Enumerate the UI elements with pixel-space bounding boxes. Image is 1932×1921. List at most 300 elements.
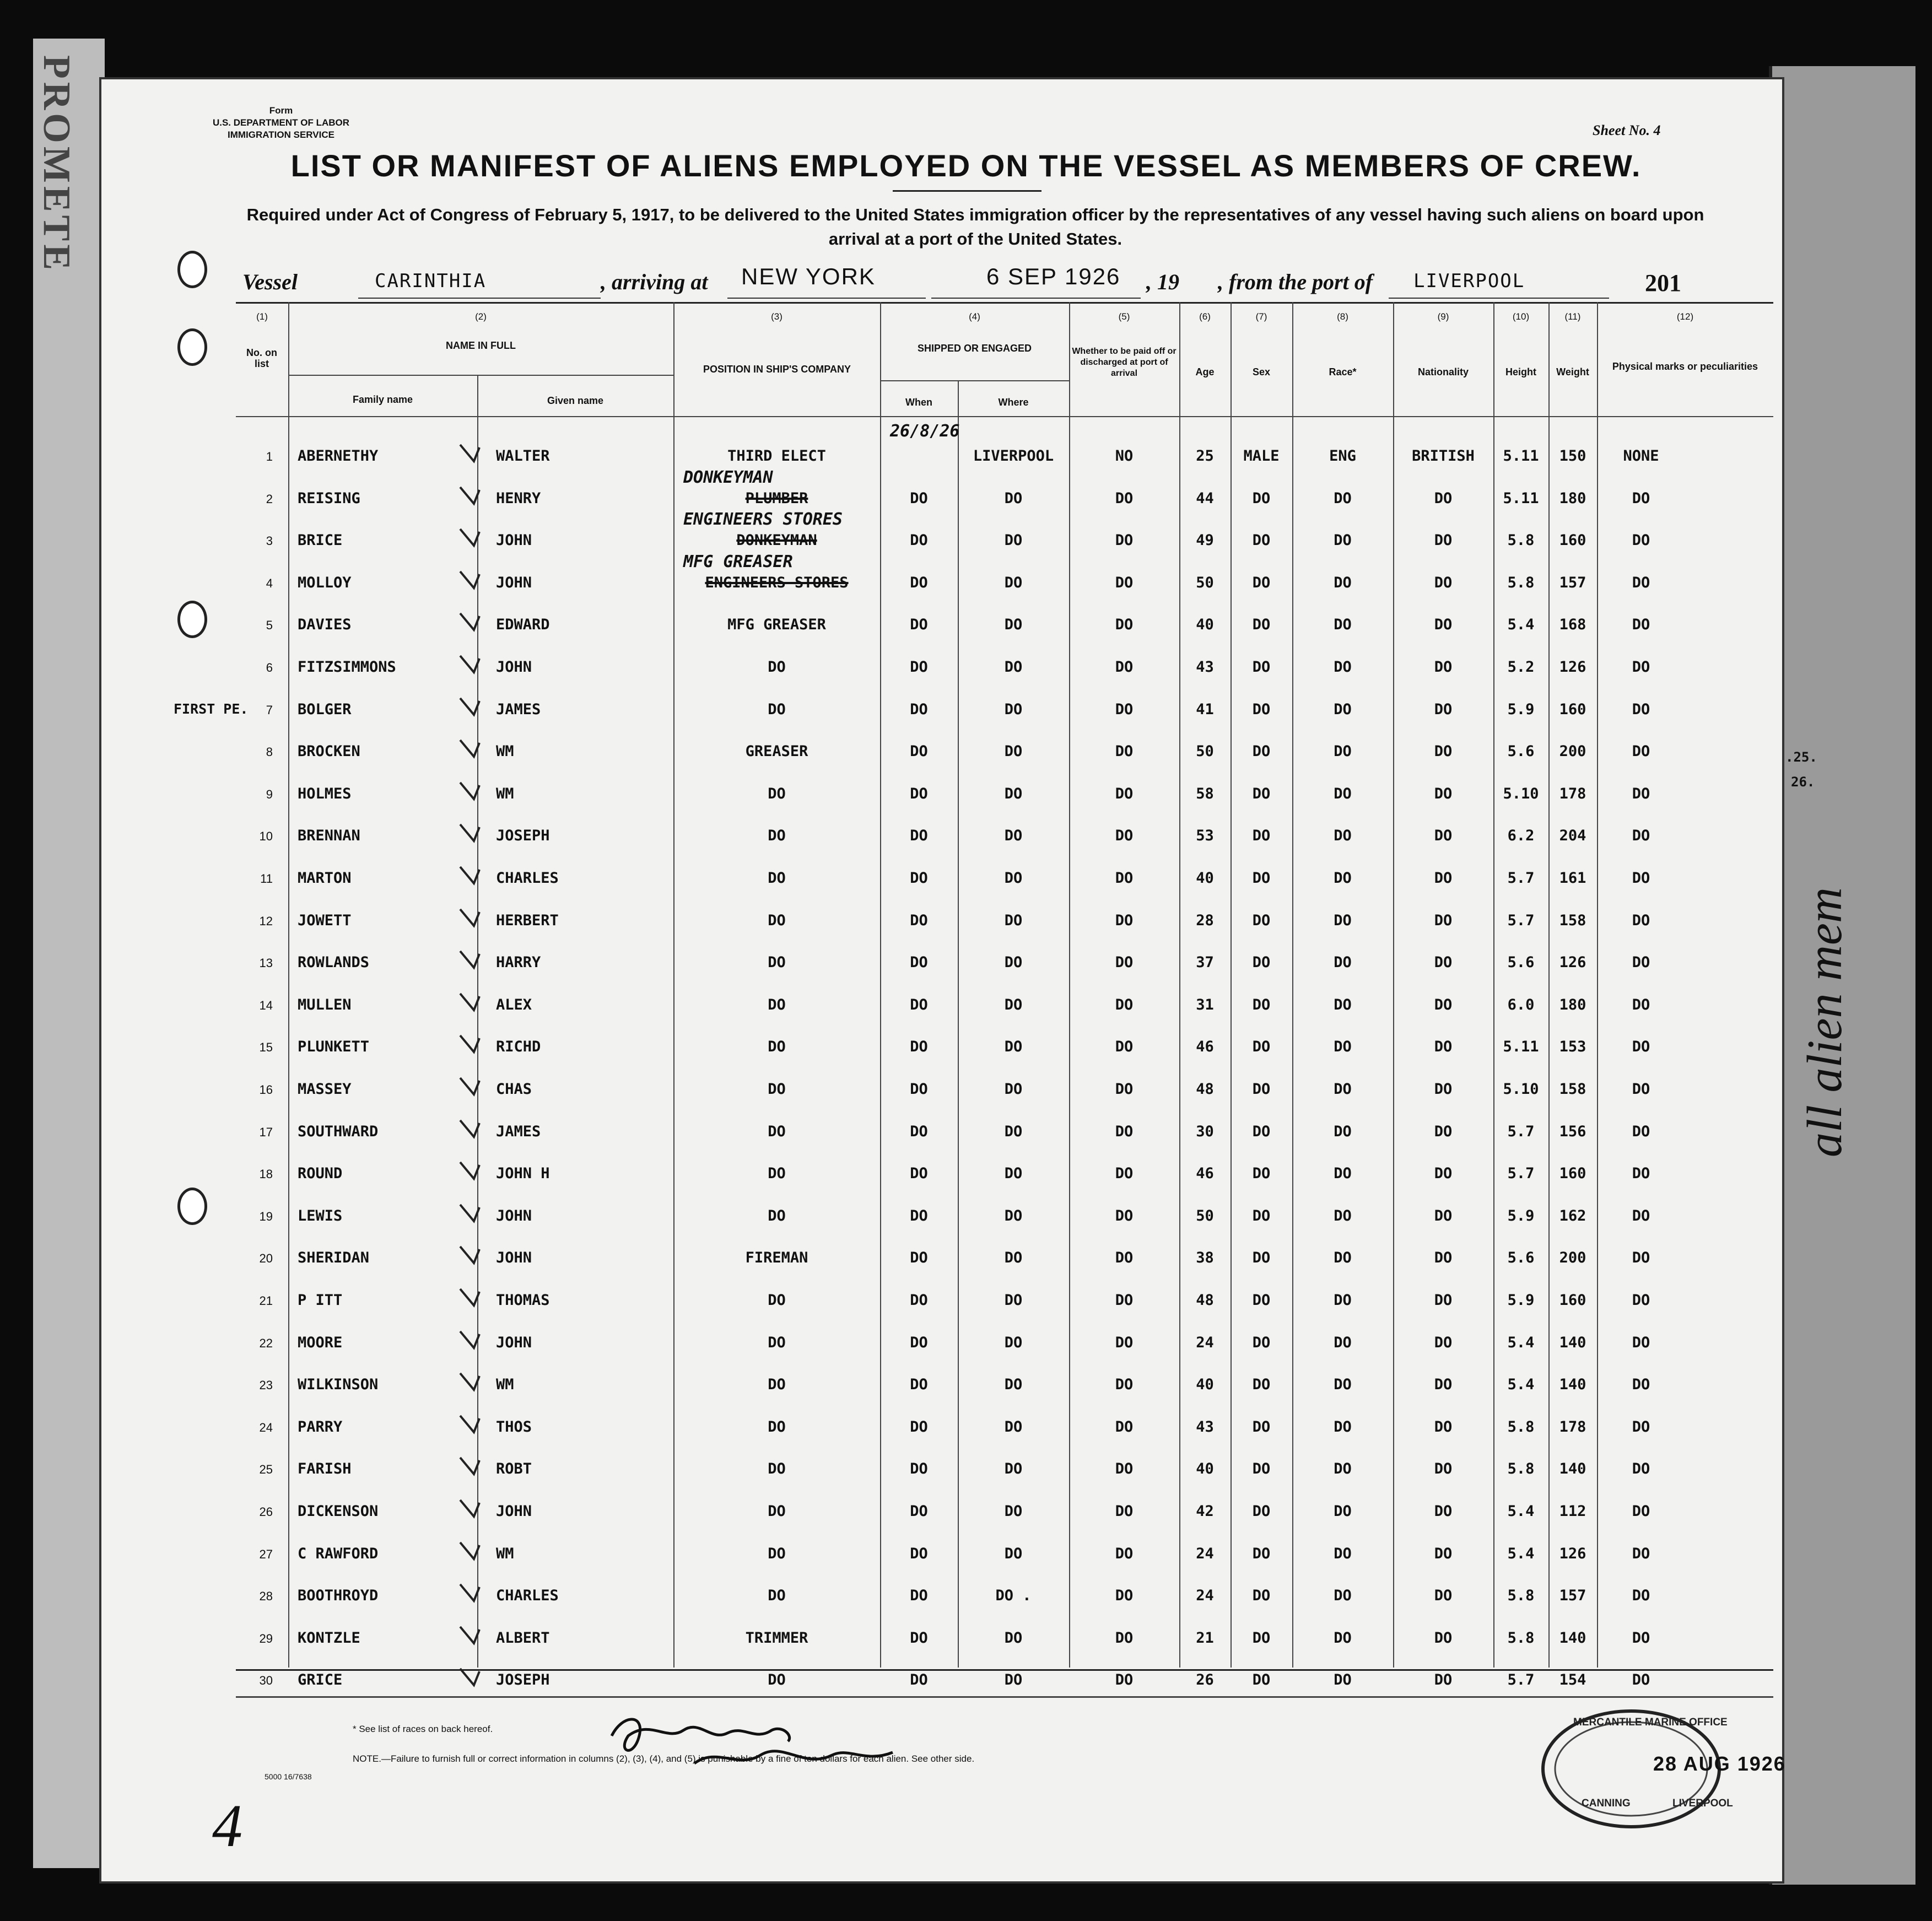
cell-physical-marks: DO [1632,532,1650,549]
cell-given-name: EDWARD [496,616,550,633]
page-subtitle: Required under Act of Congress of February 5, 1917, to be delivered to the United States immigration officer by the representatives of any vessel having such aliens on board upon arrival at a port of the United States. [246,205,1704,249]
cell-height: 5.11 [1503,1038,1539,1055]
cell-given-name: THOMAS [496,1292,550,1309]
cell-position: DO [768,1503,786,1520]
row-number: 5 [266,618,273,632]
header-nationality: Nationality [1417,366,1469,377]
stub-text: PROMETE [35,55,78,273]
cell-age: 24 [1196,1545,1214,1562]
punch-hole [177,601,207,638]
cell-age: 44 [1196,490,1214,507]
cell-paid-off: DO [1115,1460,1134,1477]
cell-height: 5.7 [1507,870,1535,887]
header-name-in-full: NAME IN FULL [446,340,516,351]
cell-sex: DO [1252,827,1271,844]
cell-height: 5.4 [1507,1376,1535,1393]
cell-shipped-when: DO [910,1207,928,1224]
cell-age: 38 [1196,1249,1214,1266]
cell-physical-marks: DO [1632,1292,1650,1309]
check-mark-icon [457,1329,490,1351]
row-number: 2 [266,492,273,506]
row-number: 4 [266,576,273,590]
cell-weight: 158 [1559,912,1586,929]
cell-position: DO [768,954,786,971]
cell-shipped-when: DO [910,1671,928,1688]
cell-paid-off: DO [1115,1038,1134,1055]
cell-paid-off: DO [1115,1671,1134,1688]
cell-shipped-where: DO [1004,996,1023,1013]
header-race: Race* [1329,366,1357,377]
cell-family-name: DAVIES [298,616,352,633]
cell-age: 58 [1196,785,1214,802]
cell-weight: 160 [1559,1292,1586,1309]
cell-weight: 154 [1559,1671,1586,1688]
cell-family-name: WILKINSON [298,1376,379,1393]
cell-height: 5.4 [1507,1545,1535,1562]
cell-sex: DO [1252,1165,1271,1182]
side-mark: 26. [1791,774,1815,790]
cell-race: DO [1334,532,1352,549]
check-mark-icon [457,442,490,464]
cell-physical-marks: DO [1632,1545,1650,1562]
cell-position: DO [768,1123,786,1140]
cell-height: 5.6 [1507,954,1535,971]
cell-nationality: DO [1434,743,1453,760]
cell-nationality: DO [1434,1081,1453,1098]
cell-age: 40 [1196,616,1214,633]
cell-shipped-where: DO [1004,785,1023,802]
cell-paid-off: DO [1115,659,1134,676]
cell-race: DO [1334,870,1352,887]
cell-sex: DO [1252,616,1271,633]
cell-age: 46 [1196,1038,1214,1055]
vessel-name: CARINTHIA [375,270,487,292]
cell-height: 5.2 [1507,659,1535,676]
cell-race: DO [1334,574,1352,591]
cell-physical-marks: DO [1632,912,1650,929]
cell-nationality: DO [1434,659,1453,676]
cell-paid-off: DO [1115,954,1134,971]
cell-weight: 160 [1559,701,1586,718]
cell-physical-marks: DO [1632,1503,1650,1520]
header-physical-marks: Physical marks or peculiarities [1612,361,1758,372]
check-mark-icon [457,1033,490,1055]
cell-nationality: DO [1434,996,1453,1013]
cell-family-name: MOLLOY [298,574,352,591]
row-number: 28 [259,1589,273,1603]
sheet-number-value: 4 [1653,122,1661,138]
cell-race: DO [1334,1545,1352,1562]
service-label: IMMIGRATION SERVICE [228,129,334,140]
race-footnote: * See list of races on back hereof. [353,1724,493,1734]
cell-shipped-where: DO [1004,1123,1023,1140]
cell-position: DO [768,1587,786,1604]
cell-nationality: DO [1434,912,1453,929]
cell-given-name: JOHN [496,1249,532,1266]
cell-height: 5.7 [1507,912,1535,929]
cell-nationality: BRITISH [1412,447,1475,465]
cell-physical-marks: DO [1632,574,1650,591]
form-number: 5000 16/7638 [265,1772,312,1781]
cell-shipped-where: DO [1004,532,1023,549]
agency-block [209,105,353,141]
cell-age: 42 [1196,1503,1214,1520]
cell-nationality: DO [1434,490,1453,507]
cell-position: FIREMAN [745,1249,808,1266]
row-number: 7 [266,703,273,717]
cell-family-name: ROWLANDS [298,954,370,971]
cell-paid-off: DO [1115,743,1134,760]
cell-physical-marks: DO [1632,1418,1650,1436]
check-mark-icon [457,1540,490,1562]
cell-weight: 180 [1559,490,1586,507]
header-sex: Sex [1252,366,1271,377]
cell-nationality: DO [1434,616,1453,633]
cell-position: DO [768,1038,786,1055]
cell-nationality: DO [1434,954,1453,971]
row-number: 29 [259,1632,273,1645]
cell-weight: 140 [1559,1376,1586,1393]
cell-physical-marks: DO [1632,616,1650,633]
cell-shipped-where: DO [1004,1418,1023,1436]
cell-height: 5.6 [1507,1249,1535,1266]
row-number: 13 [259,956,273,970]
cell-paid-off: DO [1115,996,1134,1013]
cell-paid-off: DO [1115,1249,1134,1266]
cell-shipped-where: LIVERPOOL [973,447,1054,465]
cell-family-name: LEWIS [298,1207,343,1224]
arriving-label: , arriving at [601,269,708,294]
cell-height: 6.2 [1507,827,1535,844]
cell-height: 5.8 [1507,532,1535,549]
check-mark-icon [457,1286,490,1308]
cell-family-name: BRENNAN [298,827,360,844]
cell-physical-marks: DO [1632,1376,1650,1393]
check-mark-icon [457,1497,490,1519]
cell-sex: DO [1252,1081,1271,1098]
cell-physical-marks: DO [1632,1207,1650,1224]
cell-nationality: DO [1434,785,1453,802]
cell-paid-off: DO [1115,1418,1134,1436]
cell-shipped-when: DO [910,1292,928,1309]
cell-given-name: RICHD [496,1038,541,1055]
cell-race: DO [1334,1334,1352,1351]
cell-position: DO [768,1671,786,1688]
cell-paid-off: DO [1115,785,1134,802]
header-paid-off: Whether to be paid off or discharged at port of arrival [1072,347,1177,378]
cell-nationality: DO [1434,532,1453,549]
row-number: 23 [259,1378,273,1392]
cell-shipped-where: DO [1004,1249,1023,1266]
header-position: POSITION IN SHIP'S COMPANY [703,364,851,375]
cell-race: DO [1334,1629,1352,1647]
cell-nationality: DO [1434,870,1453,887]
check-mark-icon [457,864,490,886]
row-number: 22 [259,1336,273,1350]
cell-given-name: WM [496,785,514,802]
cell-race: DO [1334,1376,1352,1393]
cell-height: 5.9 [1507,1207,1535,1224]
cell-family-name: PLUNKETT [298,1038,370,1055]
cell-race: DO [1334,659,1352,676]
row-number: 26 [259,1505,273,1519]
cell-weight: 157 [1559,574,1586,591]
cell-height: 5.8 [1507,574,1535,591]
cell-paid-off: DO [1115,1503,1134,1520]
cell-age: 53 [1196,827,1214,844]
cell-position: DO [768,1165,786,1182]
cell-family-name: PARRY [298,1418,343,1436]
position-correction: DONKEYMAN [683,468,773,487]
cell-race: DO [1334,1165,1352,1182]
cell-family-name: SOUTHWARD [298,1123,379,1140]
cell-race: DO [1334,1123,1352,1140]
cell-position: THIRD ELECT [727,447,826,465]
shipped-header-rule [880,380,1069,381]
penalty-note: NOTE.—Failure to furnish full or correct information in columns (2), (3), (4), and (5) is punishable by a fine of ten dollars for each alien. See other side. [353,1753,975,1764]
row-number: 9 [266,787,273,801]
cell-height: 5.6 [1507,743,1535,760]
cell-weight: 156 [1559,1123,1586,1140]
cell-race: DO [1334,954,1352,971]
cell-family-name: JOWETT [298,912,352,929]
check-mark-icon [457,484,490,506]
header-height: Height [1505,366,1536,377]
cell-position: DO [768,1418,786,1436]
cell-shipped-when: DO [910,616,928,633]
cell-nationality: DO [1434,1123,1453,1140]
header-shipped: SHIPPED OR ENGAGED [917,343,1032,354]
check-mark-icon [457,1075,490,1097]
title-rule [893,190,1041,192]
cell-sex: DO [1252,1671,1271,1688]
cell-shipped-when: DO [910,1418,928,1436]
arrival-date: 6 SEP 1926 [986,263,1121,289]
cell-paid-off: DO [1115,1629,1134,1647]
cell-sex: DO [1252,1545,1271,1562]
cell-nationality: DO [1434,1545,1453,1562]
cell-sex: DO [1252,1376,1271,1393]
cell-given-name: JOHN [496,1207,532,1224]
header-weight: Weight [1556,366,1589,377]
cell-paid-off: DO [1115,1207,1134,1224]
row-number: 1 [266,450,273,463]
cell-physical-marks: DO [1632,1038,1650,1055]
cell-physical-marks: DO [1632,954,1650,971]
name-header-rule [288,375,673,376]
cell-sex: DO [1252,1334,1271,1351]
cell-physical-marks: DO [1632,743,1650,760]
cell-paid-off: DO [1115,532,1134,549]
header-no-on-list: No. on list [246,347,277,369]
cell-sex: DO [1252,1503,1271,1520]
cell-shipped-when: DO [910,954,928,971]
cell-height: 5.10 [1503,785,1539,802]
cell-physical-marks: DO [1632,1460,1650,1477]
cell-height: 5.8 [1507,1587,1535,1604]
cell-shipped-when: DO [910,574,928,591]
cell-age: 30 [1196,1123,1214,1140]
cell-sex: DO [1252,785,1271,802]
side-handwriting: all alien mem [1798,887,1852,1157]
cell-nationality: DO [1434,701,1453,718]
cell-weight: 178 [1559,785,1586,802]
cell-height: 5.9 [1507,701,1535,718]
cell-race: DO [1334,1207,1352,1224]
cell-physical-marks: DO [1632,1671,1650,1688]
cell-sex: DO [1252,1038,1271,1055]
cell-age: 40 [1196,1460,1214,1477]
cell-physical-marks: DO [1632,490,1650,507]
cell-weight: 126 [1559,659,1586,676]
cell-position: TRIMMER [745,1629,808,1647]
col-num: (12) [1676,311,1694,322]
cell-paid-off: DO [1115,490,1134,507]
cell-paid-off: DO [1115,912,1134,929]
cell-age: 48 [1196,1081,1214,1098]
cell-shipped-where: DO [1004,1165,1023,1182]
sheet-number [1593,122,1661,139]
cell-shipped-when: DO [910,996,928,1013]
cell-family-name: MULLEN [298,996,352,1013]
cell-sex: DO [1252,574,1271,591]
cell-position: DONKEYMAN [736,532,817,549]
cell-shipped-where: DO [1004,1334,1023,1351]
header-age: Age [1195,366,1215,377]
cell-age: 46 [1196,1165,1214,1182]
cell-physical-marks: NONE [1623,447,1659,465]
cell-weight: 140 [1559,1460,1586,1477]
side-mark: .25. [1785,749,1817,765]
cell-race: DO [1334,1587,1352,1604]
cell-paid-off: DO [1115,1123,1134,1140]
cell-family-name: MASSEY [298,1081,352,1098]
cell-shipped-when: DO [910,532,928,549]
cell-age: 40 [1196,870,1214,887]
row-number: 12 [259,914,273,928]
col-num: (2) [475,311,487,322]
stamp-city: LIVERPOOL [1672,1798,1733,1809]
cell-shipped-where: DO [1004,1292,1023,1309]
cell-given-name: HARRY [496,954,541,971]
cell-physical-marks: DO [1632,996,1650,1013]
cell-sex: DO [1252,954,1271,971]
cell-physical-marks: DO [1632,1123,1650,1140]
cell-nationality: DO [1434,1376,1453,1393]
row-prefix-note: FIRST PE. [174,701,249,717]
form-label: Form [269,105,293,116]
header-given-name: Given name [547,395,604,406]
cell-given-name: JOHN [496,1334,532,1351]
cell-race: DO [1334,1249,1352,1266]
cell-shipped-when: DO [910,659,928,676]
row-number: 16 [259,1083,273,1097]
punch-hole [177,328,207,366]
cell-weight: 160 [1559,532,1586,549]
cell-age: 48 [1196,1292,1214,1309]
cell-race: DO [1334,785,1352,802]
cell-shipped-where: DO [1004,1460,1023,1477]
cell-nationality: DO [1434,574,1453,591]
row-number: 27 [259,1547,273,1561]
cell-family-name: HOLMES [298,785,352,802]
cell-family-name: DICKENSON [298,1503,379,1520]
cell-physical-marks: DO [1632,1334,1650,1351]
departure-port: LIVERPOOL [1413,270,1525,292]
cell-shipped-when: DO [910,743,928,760]
cell-given-name: JOHN [496,1503,532,1520]
cell-shipped-where: DO [1004,1671,1023,1688]
cell-age: 49 [1196,532,1214,549]
cell-shipped-where: DO [1004,1376,1023,1393]
cell-shipped-where: DO . [995,1587,1032,1604]
cell-given-name: THOS [496,1418,532,1436]
cell-age: 43 [1196,659,1214,676]
cell-paid-off: DO [1115,616,1134,633]
cell-race: DO [1334,1292,1352,1309]
cell-sex: DO [1252,701,1271,718]
cell-paid-off: DO [1115,827,1134,844]
col-num: (4) [969,311,980,322]
cell-family-name: REISING [298,490,360,507]
cell-race: DO [1334,616,1352,633]
cell-shipped-when: DO [910,870,928,887]
cell-height: 5.8 [1507,1418,1535,1436]
cell-paid-off: DO [1115,1376,1134,1393]
cell-nationality: DO [1434,827,1453,844]
cell-weight: 153 [1559,1038,1586,1055]
cell-weight: 158 [1559,1081,1586,1098]
cell-race: DO [1334,701,1352,718]
department-label: U.S. DEPARTMENT OF LABOR [212,117,350,128]
cell-given-name: WM [496,1376,514,1393]
cell-given-name: JOHN [496,659,532,676]
sheet-number-label: Sheet No. [1593,122,1650,138]
cell-weight: 126 [1559,954,1586,971]
cell-physical-marks: DO [1632,1587,1650,1604]
cell-shipped-where: DO [1004,1038,1023,1055]
cell-position: DO [768,785,786,802]
cell-weight: 140 [1559,1334,1586,1351]
cell-physical-marks: DO [1632,659,1650,676]
cell-paid-off: DO [1115,1165,1134,1182]
cell-age: 40 [1196,1376,1214,1393]
cell-weight: 178 [1559,1418,1586,1436]
check-mark-icon [457,569,490,591]
cell-height: 5.8 [1507,1629,1535,1647]
check-mark-icon [457,1370,490,1393]
row-number: 30 [259,1674,273,1687]
cell-position: DO [768,870,786,887]
col-num: (11) [1564,311,1581,322]
cell-physical-marks: DO [1632,1249,1650,1266]
cell-sex: DO [1252,1418,1271,1436]
cell-age: 41 [1196,701,1214,718]
cell-family-name: P ITT [298,1292,343,1309]
cell-given-name: JOHN [496,574,532,591]
cell-family-name: ROUND [298,1165,343,1182]
cell-sex: DO [1252,1249,1271,1266]
row-number: 21 [259,1294,273,1308]
cell-shipped-when: DO [910,912,928,929]
cell-weight: 150 [1559,447,1586,465]
check-mark-icon [457,822,490,844]
cell-nationality: DO [1434,1249,1453,1266]
cell-given-name: WALTER [496,447,550,465]
cell-race: ENG [1329,447,1356,465]
stamp-date: 28 AUG 1926 [1653,1752,1786,1775]
cell-given-name: CHARLES [496,1587,559,1604]
